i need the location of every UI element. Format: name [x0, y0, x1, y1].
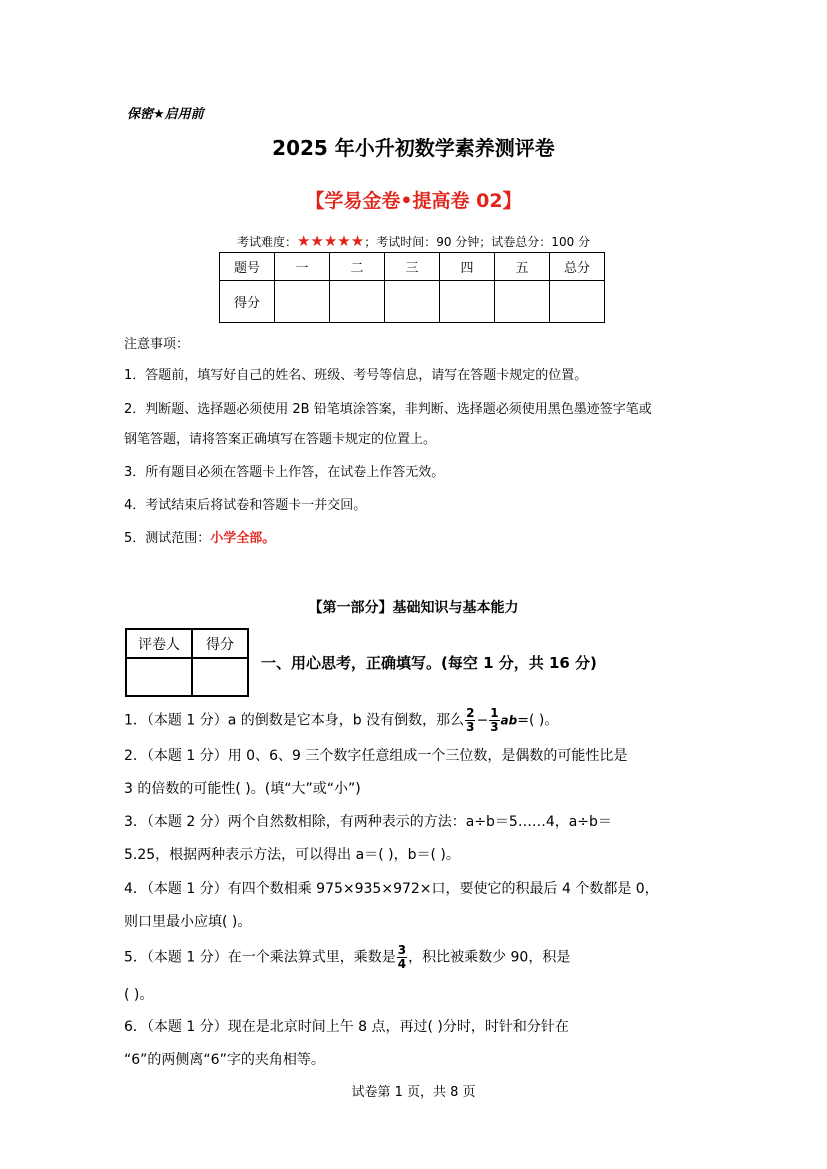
exam-info-line	[0, 232, 827, 250]
scope-label: 5．测试范围：	[124, 531, 211, 546]
note-item-scope	[124, 527, 275, 546]
score-table-header: 题号	[220, 253, 275, 281]
notes-title: 注意事项：	[124, 337, 190, 352]
q5-text: 5．（本题 1 分）在一个乘法算式里，乘数是	[124, 949, 396, 966]
question-2-line-1: 2．（本题 1 分）用 0、6、9 三个数字任意组成一个三位数，是偶数的可能性比是	[124, 748, 628, 764]
score-cell[interactable]	[495, 281, 550, 323]
score-table-header: 二	[330, 253, 385, 281]
q1-minus: −	[476, 712, 489, 729]
question-5-line-1	[124, 944, 570, 971]
question-5-line-2[interactable]: ( )。	[124, 987, 154, 1003]
q1-text: 1．（本题 1 分）a 的倒数是它本身，b 没有倒数，那么	[124, 712, 465, 729]
note-item: 3．所有题目必须在答题卡上作答，在试卷上作答无效。	[124, 465, 445, 480]
question-6-line-1[interactable]: 6．（本题 1 分）现在是北京时间上午 8 点，再过( )分时，时针和分针在	[124, 1019, 569, 1035]
score-table-header: 三	[385, 253, 440, 281]
question-1	[124, 707, 558, 734]
question-6-line-2: “6”的两侧离“6”字的夹角相等。	[124, 1052, 325, 1068]
fraction-one-third: $\frac{1}{3}$	[490, 706, 499, 734]
scope-value: 小学全部。	[210, 531, 276, 546]
q5-text-suffix: ，积比被乘数少 90，积是	[408, 949, 571, 966]
confidential-label: 保密★启用前	[127, 107, 204, 122]
grader-score-cell[interactable]	[192, 658, 248, 696]
question-4-line-2[interactable]: 则口里最小应填( )。	[124, 914, 252, 930]
score-cell[interactable]	[550, 281, 605, 323]
score-cell[interactable]	[275, 281, 330, 323]
note-item: 4．考试结束后将试卷和答题卡一并交回。	[124, 498, 367, 513]
note-item: 2．判断题、选择题必须使用 2B 铅笔填涂答案，非判断、选择题必须使用黑色墨迹签字笔或	[124, 402, 652, 417]
difficulty-stars-icon: ★★★★★	[296, 232, 365, 250]
fraction-two-thirds: $\frac{2}{3}$	[466, 706, 475, 734]
note-item: 钢笔答题，请将答案正确填写在答题卡规定的位置上。	[124, 432, 437, 447]
score-cell[interactable]	[385, 281, 440, 323]
exam-time-score: ；考试时间：90 分钟；试卷总分：100 分	[364, 235, 591, 249]
grader-name-cell[interactable]	[126, 658, 192, 696]
page-footer: 试卷第 1 页，共 8 页	[351, 1085, 476, 1100]
section-title: 【第一部分】基础知识与基本能力	[308, 600, 519, 616]
page-subtitle: 【学易金卷•提高卷 02】	[305, 190, 522, 212]
score-row-label: 得分	[220, 281, 275, 323]
grader-score-label: 得分	[192, 629, 248, 658]
score-table-header: 总分	[550, 253, 605, 281]
question-2-line-2[interactable]: 3 的倍数的可能性( )。(填“大”或“小”)	[124, 781, 361, 797]
question-3-line-1: 3．（本题 2 分）两个自然数相除，有两种表示的方法：a÷b＝5……4，a÷b＝	[124, 814, 612, 830]
difficulty-label: 考试难度：	[236, 235, 297, 249]
grader-box	[125, 628, 249, 697]
score-table-header: 一	[275, 253, 330, 281]
grader-label: 评卷人	[126, 629, 192, 658]
score-table-header: 五	[495, 253, 550, 281]
fraction-three-quarters: $\frac{3}{4}$	[397, 943, 407, 971]
q1-ab: ab	[500, 713, 518, 728]
question-3-line-2[interactable]: 5.25，根据两种表示方法，可以得出 a＝( )，b＝( )。	[124, 847, 460, 863]
note-item: 1．答题前，填写好自己的姓名、班级、考号等信息，请写在答题卡规定的位置。	[124, 368, 588, 383]
section-heading: 一、用心思考，正确填写。(每空 1 分，共 16 分)	[261, 654, 597, 672]
score-cell[interactable]	[440, 281, 495, 323]
question-4-line-1: 4．（本题 1 分）有四个数相乘 975×935×972×口，要使它的积最后 4 个数都是 0，	[124, 881, 659, 897]
page-title: 2025 年小升初数学素养测评卷	[272, 136, 555, 160]
score-table	[219, 252, 605, 323]
score-table-header: 四	[440, 253, 495, 281]
q1-answer-blank[interactable]: =( )。	[517, 712, 559, 729]
score-cell[interactable]	[330, 281, 385, 323]
